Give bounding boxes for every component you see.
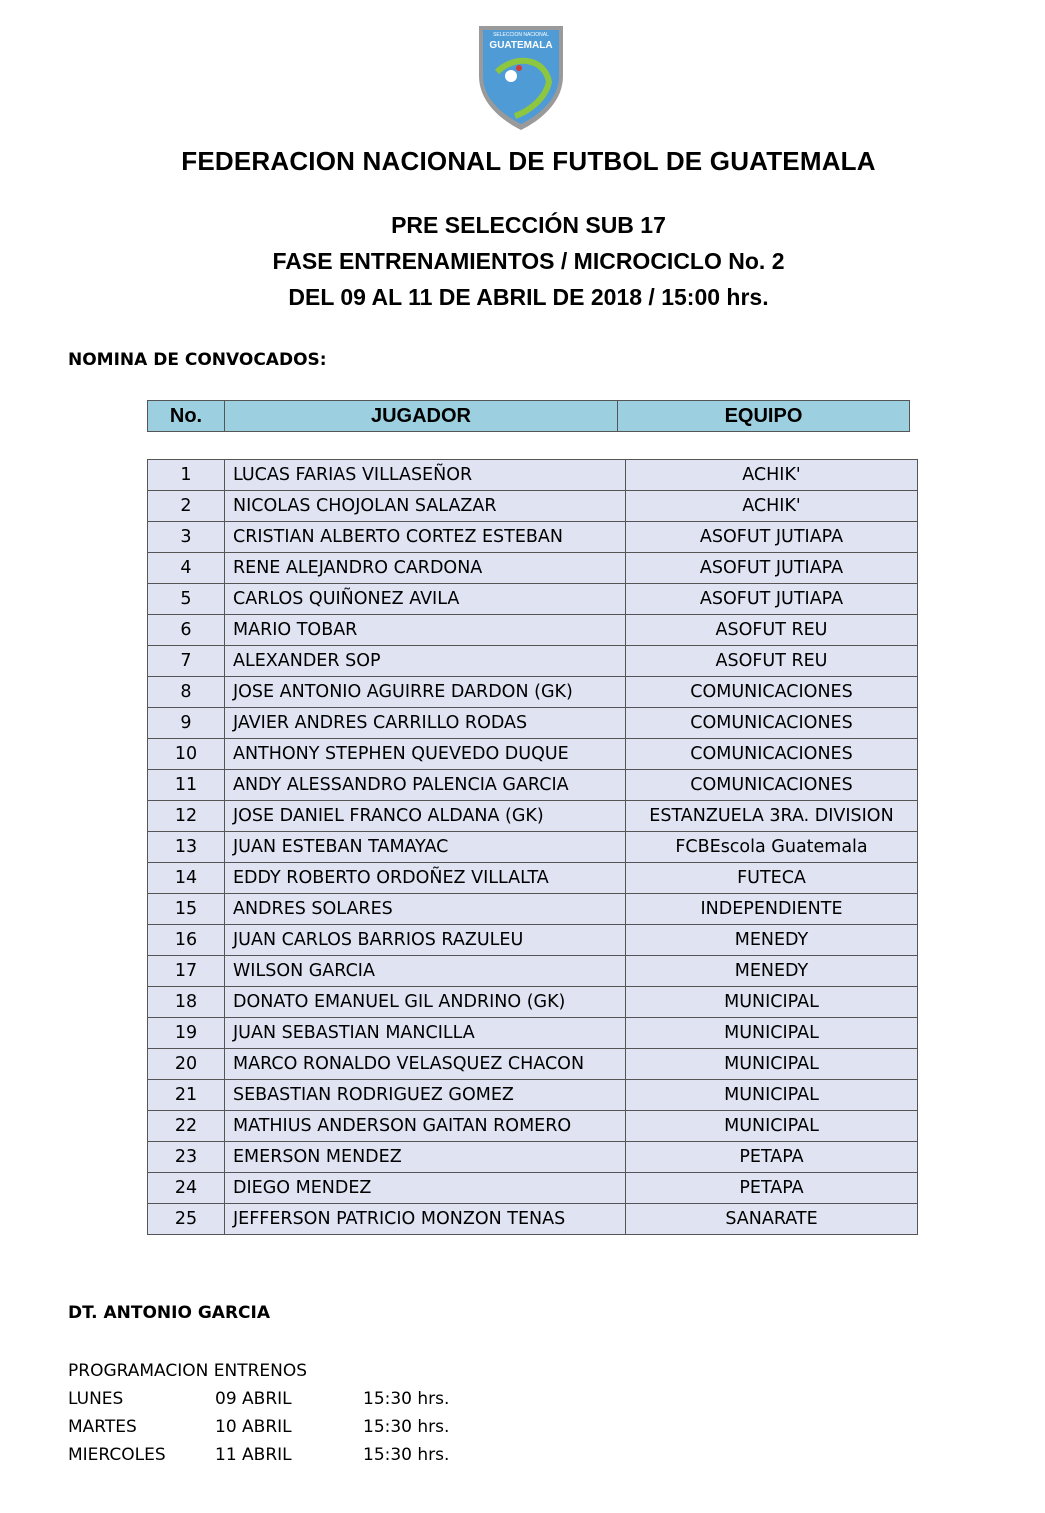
- player-number: 24: [148, 1173, 225, 1204]
- player-number: 10: [148, 739, 225, 770]
- nomina-label: NOMINA DE CONVOCADOS:: [68, 350, 327, 370]
- player-team: FCBEscola Guatemala: [626, 832, 918, 863]
- player-number: 9: [148, 708, 225, 739]
- schedule-row: [68, 1385, 449, 1413]
- table-row: [148, 739, 918, 770]
- player-name: ANDY ALESSANDRO PALENCIA GARCIA: [225, 770, 626, 801]
- player-team: ACHIK': [626, 460, 918, 491]
- crest-banner: SELECCION NACIONAL: [493, 32, 549, 38]
- player-number: 11: [148, 770, 225, 801]
- player-team: COMUNICACIONES: [626, 677, 918, 708]
- player-team: PETAPA: [626, 1142, 918, 1173]
- schedule-time: 15:30 hrs.: [363, 1417, 450, 1437]
- player-name: JUAN CARLOS BARRIOS RAZULEU: [225, 925, 626, 956]
- crest-name: GUATEMALA: [489, 40, 553, 51]
- schedule-day: MARTES: [68, 1417, 137, 1437]
- table-row: [148, 646, 918, 677]
- player-name: ANTHONY STEPHEN QUEVEDO DUQUE: [225, 739, 626, 770]
- table-row: [148, 460, 918, 491]
- player-name: MARCO RONALDO VELASQUEZ CHACON: [225, 1049, 626, 1080]
- player-name: DONATO EMANUEL GIL ANDRINO (GK): [225, 987, 626, 1018]
- training-schedule: [68, 1357, 449, 1469]
- player-team: ASOFUT JUTIAPA: [626, 553, 918, 584]
- player-number: 25: [148, 1204, 225, 1235]
- player-team: MENEDY: [626, 956, 918, 987]
- player-number: 2: [148, 491, 225, 522]
- table-row: [148, 615, 918, 646]
- player-number: 23: [148, 1142, 225, 1173]
- organization-title: FEDERACION NACIONAL DE FUTBOL DE GUATEMALA: [181, 146, 876, 176]
- schedule-time: 15:30 hrs.: [363, 1389, 450, 1409]
- player-name: EDDY ROBERTO ORDOÑEZ VILLALTA: [225, 863, 626, 894]
- table-row: [148, 1173, 918, 1204]
- table-row: [148, 1204, 918, 1235]
- player-team: COMUNICACIONES: [626, 708, 918, 739]
- table-row: [148, 987, 918, 1018]
- guatemala-crest-logo: [475, 24, 567, 132]
- player-name: JOSE ANTONIO AGUIRRE DARDON (GK): [225, 677, 626, 708]
- player-name: ALEXANDER SOP: [225, 646, 626, 677]
- table-row: [148, 925, 918, 956]
- player-team: FUTECA: [626, 863, 918, 894]
- player-name: WILSON GARCIA: [225, 956, 626, 987]
- schedule-day: LUNES: [68, 1389, 124, 1409]
- player-team: ACHIK': [626, 491, 918, 522]
- player-name: RENE ALEJANDRO CARDONA: [225, 553, 626, 584]
- player-team: ASOFUT JUTIAPA: [626, 522, 918, 553]
- player-name: MATHIUS ANDERSON GAITAN ROMERO: [225, 1111, 626, 1142]
- player-number: 18: [148, 987, 225, 1018]
- player-team: MUNICIPAL: [626, 1049, 918, 1080]
- player-name: ANDRES SOLARES: [225, 894, 626, 925]
- schedule-title: PROGRAMACION ENTRENOS: [68, 1361, 308, 1381]
- player-number: 14: [148, 863, 225, 894]
- player-number: 19: [148, 1018, 225, 1049]
- player-number: 22: [148, 1111, 225, 1142]
- table-row: [148, 956, 918, 987]
- table-row: [148, 708, 918, 739]
- col-header-equipo: EQUIPO: [618, 401, 910, 432]
- table-row: [148, 801, 918, 832]
- player-number: 1: [148, 460, 225, 491]
- players-table: [147, 459, 918, 1235]
- player-number: 16: [148, 925, 225, 956]
- table-row: [148, 677, 918, 708]
- player-team: MUNICIPAL: [626, 987, 918, 1018]
- player-number: 20: [148, 1049, 225, 1080]
- player-team: COMUNICACIONES: [626, 739, 918, 770]
- player-team: SANARATE: [626, 1204, 918, 1235]
- player-name: JAVIER ANDRES CARRILLO RODAS: [225, 708, 626, 739]
- col-header-jugador: JUGADOR: [225, 401, 618, 432]
- schedule-date: 11 ABRIL: [215, 1445, 292, 1465]
- table-row: [148, 894, 918, 925]
- table-row: [148, 553, 918, 584]
- player-name: JUAN ESTEBAN TAMAYAC: [225, 832, 626, 863]
- player-name: EMERSON MENDEZ: [225, 1142, 626, 1173]
- table-row: [148, 1142, 918, 1173]
- player-number: 3: [148, 522, 225, 553]
- player-name: JUAN SEBASTIAN MANCILLA: [225, 1018, 626, 1049]
- coach-name: DT. ANTONIO GARCIA: [68, 1303, 271, 1323]
- player-team: ASOFUT JUTIAPA: [626, 584, 918, 615]
- table-header: [147, 400, 910, 432]
- player-name: SEBASTIAN RODRIGUEZ GOMEZ: [225, 1080, 626, 1111]
- table-row: [148, 522, 918, 553]
- table-row: [148, 770, 918, 801]
- table-row: [148, 863, 918, 894]
- player-name: MARIO TOBAR: [225, 615, 626, 646]
- player-team: MUNICIPAL: [626, 1018, 918, 1049]
- player-team: MUNICIPAL: [626, 1111, 918, 1142]
- player-number: 15: [148, 894, 225, 925]
- player-name: CRISTIAN ALBERTO CORTEZ ESTEBAN: [225, 522, 626, 553]
- player-team: INDEPENDIENTE: [626, 894, 918, 925]
- player-name: JEFFERSON PATRICIO MONZON TENAS: [225, 1204, 626, 1235]
- table-row: [148, 584, 918, 615]
- player-number: 12: [148, 801, 225, 832]
- col-header-no: No.: [148, 401, 225, 432]
- player-number: 21: [148, 1080, 225, 1111]
- table-row: [148, 1111, 918, 1142]
- player-number: 6: [148, 615, 225, 646]
- table-row: [148, 1018, 918, 1049]
- table-row: [148, 832, 918, 863]
- player-team: MUNICIPAL: [626, 1080, 918, 1111]
- player-number: 17: [148, 956, 225, 987]
- subtitle-dates: DEL 09 AL 11 DE ABRIL DE 2018 / 15:00 hrs.: [288, 284, 769, 310]
- schedule-row: [68, 1413, 449, 1441]
- table-row: [148, 491, 918, 522]
- player-name: JOSE DANIEL FRANCO ALDANA (GK): [225, 801, 626, 832]
- player-number: 8: [148, 677, 225, 708]
- player-team: ASOFUT REU: [626, 615, 918, 646]
- schedule-date: 10 ABRIL: [215, 1417, 292, 1437]
- table-row: [148, 1080, 918, 1111]
- player-team: ASOFUT REU: [626, 646, 918, 677]
- player-team: MENEDY: [626, 925, 918, 956]
- player-name: DIEGO MENDEZ: [225, 1173, 626, 1204]
- subtitle-phase: FASE ENTRENAMIENTOS / MICROCICLO No. 2: [272, 248, 785, 274]
- player-name: CARLOS QUIÑONEZ AVILA: [225, 584, 626, 615]
- player-team: COMUNICACIONES: [626, 770, 918, 801]
- schedule-time: 15:30 hrs.: [363, 1445, 450, 1465]
- player-number: 4: [148, 553, 225, 584]
- player-number: 7: [148, 646, 225, 677]
- table-row: [148, 1049, 918, 1080]
- schedule-row: [68, 1441, 449, 1469]
- player-team: ESTANZUELA 3RA. DIVISION: [626, 801, 918, 832]
- player-number: 5: [148, 584, 225, 615]
- player-name: LUCAS FARIAS VILLASEÑOR: [225, 460, 626, 491]
- player-number: 13: [148, 832, 225, 863]
- schedule-date: 09 ABRIL: [215, 1389, 292, 1409]
- schedule-day: MIERCOLES: [68, 1445, 166, 1465]
- player-team: PETAPA: [626, 1173, 918, 1204]
- subtitle-preseleccion: PRE SELECCIÓN SUB 17: [391, 212, 666, 238]
- player-name: NICOLAS CHOJOLAN SALAZAR: [225, 491, 626, 522]
